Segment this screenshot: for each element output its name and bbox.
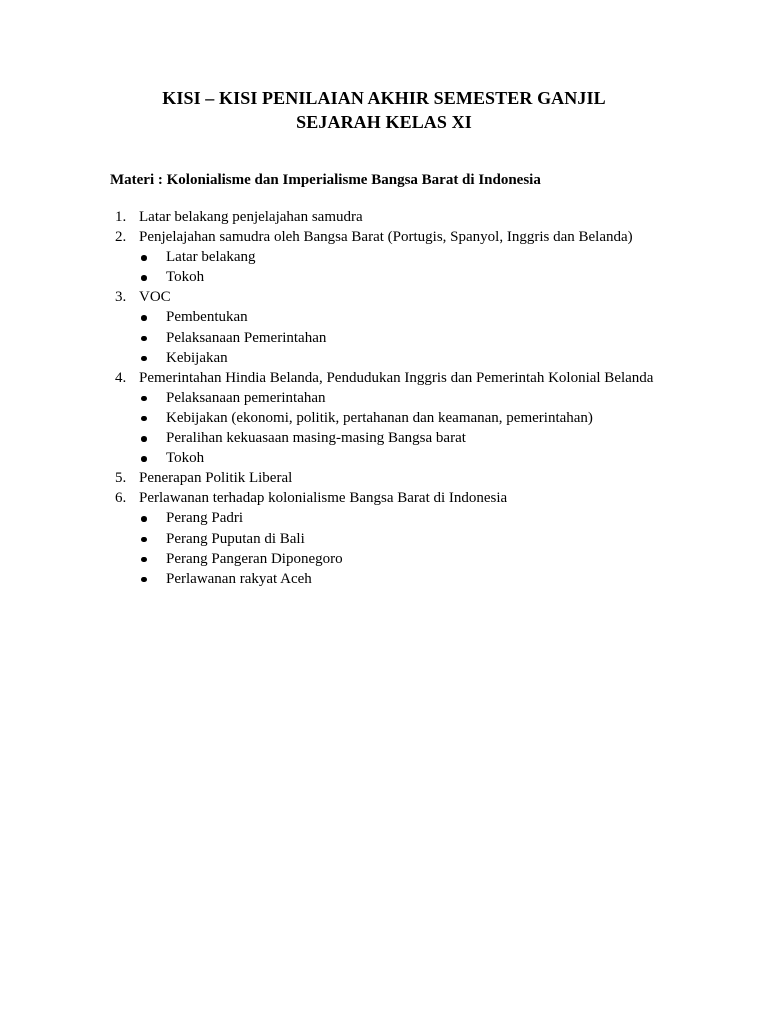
bullet-icon (141, 255, 147, 261)
outline-subitem-text: Peralihan kekuasaan masing-masing Bangsa barat (166, 430, 466, 447)
bullet-icon (141, 436, 147, 442)
materi-heading (110, 170, 541, 190)
outline-subitem-text: Tokoh (166, 269, 205, 286)
materi-heading-text: Materi : Kolonialisme dan Imperialisme Bangsa Barat di Indonesia (110, 172, 541, 188)
outline-item-number: 2. (115, 229, 127, 246)
outline-item-number: 1. (115, 209, 127, 225)
outline-subitem-text: Kebijakan (166, 349, 228, 366)
bullet-icon (141, 557, 147, 563)
bullet-icon (141, 537, 147, 543)
outline-item-number: 6. (115, 490, 127, 507)
outline-item (0, 227, 768, 247)
outline-item-number: 5. (115, 470, 127, 487)
outline-subitem-text: Pelaksanaan pemerintahan (166, 389, 326, 406)
outline-item (0, 207, 768, 227)
outline-item (0, 488, 768, 508)
document-title-line-1: KISI – KISI PENILAIAN AKHIR SEMESTER GANJIL (162, 88, 606, 108)
outline-subitem-text: Perang Pangeran Diponegoro (166, 550, 343, 567)
outline-subitem-text: Perang Puputan di Bali (166, 530, 305, 547)
bullet-icon (141, 516, 147, 522)
outline-subitem-text: Pembentukan (166, 309, 248, 326)
bullet-icon (141, 396, 147, 402)
bullet-icon (141, 456, 147, 462)
outline-item (0, 368, 768, 388)
outline-subitem (0, 408, 768, 428)
bullet-icon (141, 356, 147, 362)
outline-item-text: Latar belakang penjelajahan samudra (139, 209, 363, 225)
outline-item-text: VOC (139, 289, 171, 306)
outline-subitem (0, 549, 768, 569)
outline-subitem (0, 267, 768, 287)
bullet-icon (141, 416, 147, 422)
outline-subitem (0, 388, 768, 408)
outline-subitem-text: Tokoh (166, 450, 205, 467)
outline-subitem (0, 348, 768, 368)
material-outline-list (0, 207, 768, 589)
bullet-icon (141, 577, 147, 583)
outline-subitem (0, 529, 768, 549)
outline-item-text: Pemerintahan Hindia Belanda, Pendudukan Inggris dan Pemerintah Kolonial Belanda (139, 369, 654, 386)
outline-item-number: 4. (115, 369, 127, 386)
outline-subitem-text: Pelaksanaan Pemerintahan (166, 329, 327, 346)
outline-subitem (0, 428, 768, 448)
outline-item (0, 468, 768, 488)
outline-subitem-text: Kebijakan (ekonomi, politik, pertahanan dan keamanan, pemerintahan) (166, 409, 593, 426)
outline-subitem-text: Latar belakang (166, 249, 256, 266)
outline-subitem (0, 247, 768, 267)
outline-item-text: Perlawanan terhadap kolonialisme Bangsa Barat di Indonesia (139, 490, 508, 507)
outline-subitem-text: Perang Padri (166, 510, 244, 527)
bullet-icon (141, 336, 147, 342)
outline-subitem-text: Perlawanan rakyat Aceh (166, 570, 312, 587)
outline-subitem (0, 328, 768, 348)
outline-item-number: 3. (115, 289, 127, 306)
outline-item (0, 287, 768, 307)
outline-subitem (0, 307, 768, 327)
outline-subitem (0, 569, 768, 589)
outline-subitem (0, 448, 768, 468)
bullet-icon (141, 315, 147, 321)
outline-item-text: Penjelajahan samudra oleh Bangsa Barat (Portugis, Spanyol, Inggris dan Belanda) (139, 229, 633, 246)
document-title-line-2: SEJARAH KELAS XI (296, 112, 472, 132)
outline-item-text: Penerapan Politik Liberal (139, 470, 293, 487)
bullet-icon (141, 275, 147, 281)
outline-subitem (0, 508, 768, 528)
